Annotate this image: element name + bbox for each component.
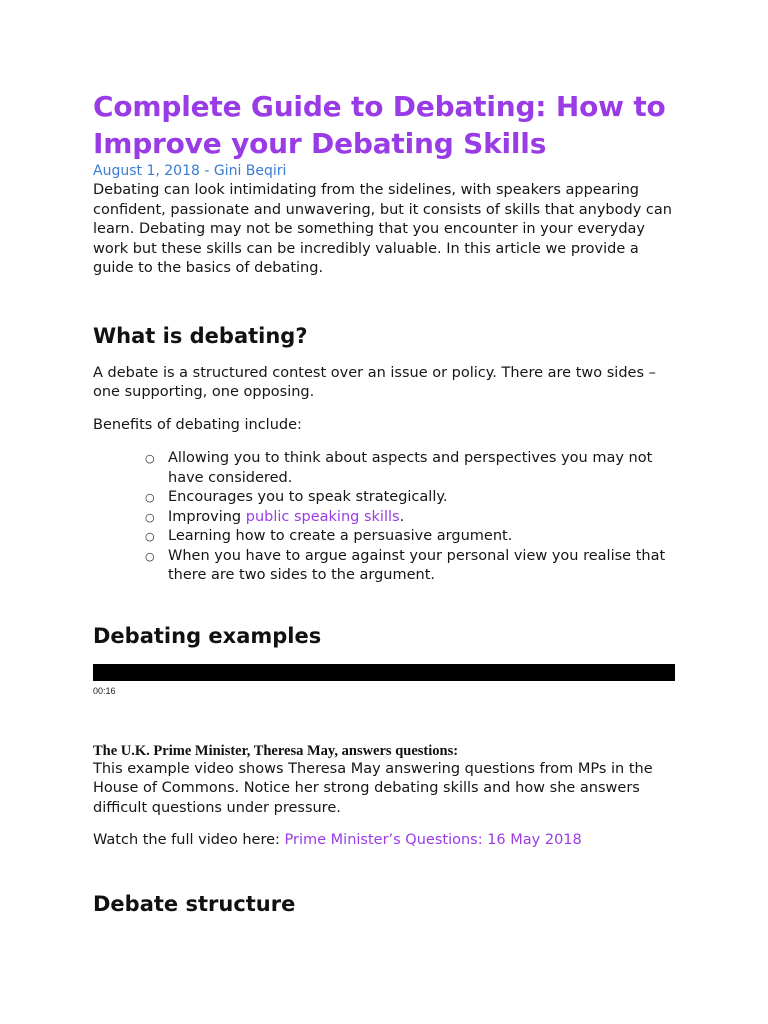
video-timestamp: 00:16 bbox=[93, 685, 116, 696]
list-item-text: When you have to argue against your personal view you realise that there are two sides to the argument. bbox=[168, 547, 666, 583]
benefits-intro: Benefits of debating include: bbox=[93, 416, 302, 433]
list-item-text: Allowing you to think about aspects and perspectives you may not have considered. bbox=[168, 450, 653, 486]
list-item-text: Encourages you to speak strategically. bbox=[168, 489, 448, 505]
meta-separator: - bbox=[199, 163, 214, 179]
definition-paragraph: A debate is a structured contest over an issue or policy. There are two sides – one supporting, one opposing. bbox=[93, 364, 656, 400]
list-item-text-suffix: . bbox=[399, 508, 405, 525]
pmq-video-link[interactable]: Prime Minister’s Questions: 16 May 2018 bbox=[284, 832, 582, 848]
watch-prefix: Watch the full video here: bbox=[93, 832, 285, 848]
bullet-circle-icon: ○ bbox=[145, 452, 155, 465]
list-item-text-prefix: Improving bbox=[168, 508, 246, 525]
article-author: Gini Beqiri bbox=[213, 163, 287, 179]
list-item bbox=[145, 488, 683, 508]
intro-paragraph: Debating can look intimidating from the sidelines, with speakers appearing confident, passionate and unwavering, but it consists of skills that anybody can learn. Debating may not be something that you encounter in your everyday work but these skills can be incredibly valuable. In this article we provide a guide to the basics of debating. bbox=[93, 182, 672, 276]
video-caption-title: The U.K. Prime Minister, Theresa May, answers questions: bbox=[93, 742, 459, 759]
heading-debate-structure: Debate structure bbox=[93, 891, 296, 916]
bullet-circle-icon: ○ bbox=[145, 491, 155, 504]
heading-what-is-debating: What is debating? bbox=[93, 323, 308, 348]
public-speaking-skills-link[interactable]: public speaking skills bbox=[245, 508, 400, 525]
list-item bbox=[145, 508, 683, 528]
article-title: Complete Guide to Debating: How to Improve your Debating Skills bbox=[93, 90, 666, 160]
watch-full-video-line bbox=[93, 831, 683, 851]
list-item-text: Learning how to create a persuasive argument. bbox=[168, 528, 513, 544]
list-item bbox=[145, 449, 683, 488]
bullet-circle-icon: ○ bbox=[145, 510, 155, 524]
article-date: August 1, 2018 bbox=[93, 163, 200, 179]
bullet-circle-icon: ○ bbox=[145, 530, 155, 543]
article-meta bbox=[93, 162, 683, 181]
article-content bbox=[93, 88, 683, 918]
video-caption-text: This example video shows Theresa May answering questions from MPs in the House of Commons. Notice her strong debating skills and how she answers difficult questions under pressure. bbox=[93, 760, 653, 816]
heading-debating-examples: Debating examples bbox=[93, 623, 322, 648]
benefits-list bbox=[93, 449, 683, 586]
bullet-circle-icon: ○ bbox=[145, 549, 155, 563]
list-item bbox=[145, 527, 683, 547]
list-item bbox=[145, 547, 683, 586]
video-player-bar[interactable] bbox=[93, 664, 675, 681]
